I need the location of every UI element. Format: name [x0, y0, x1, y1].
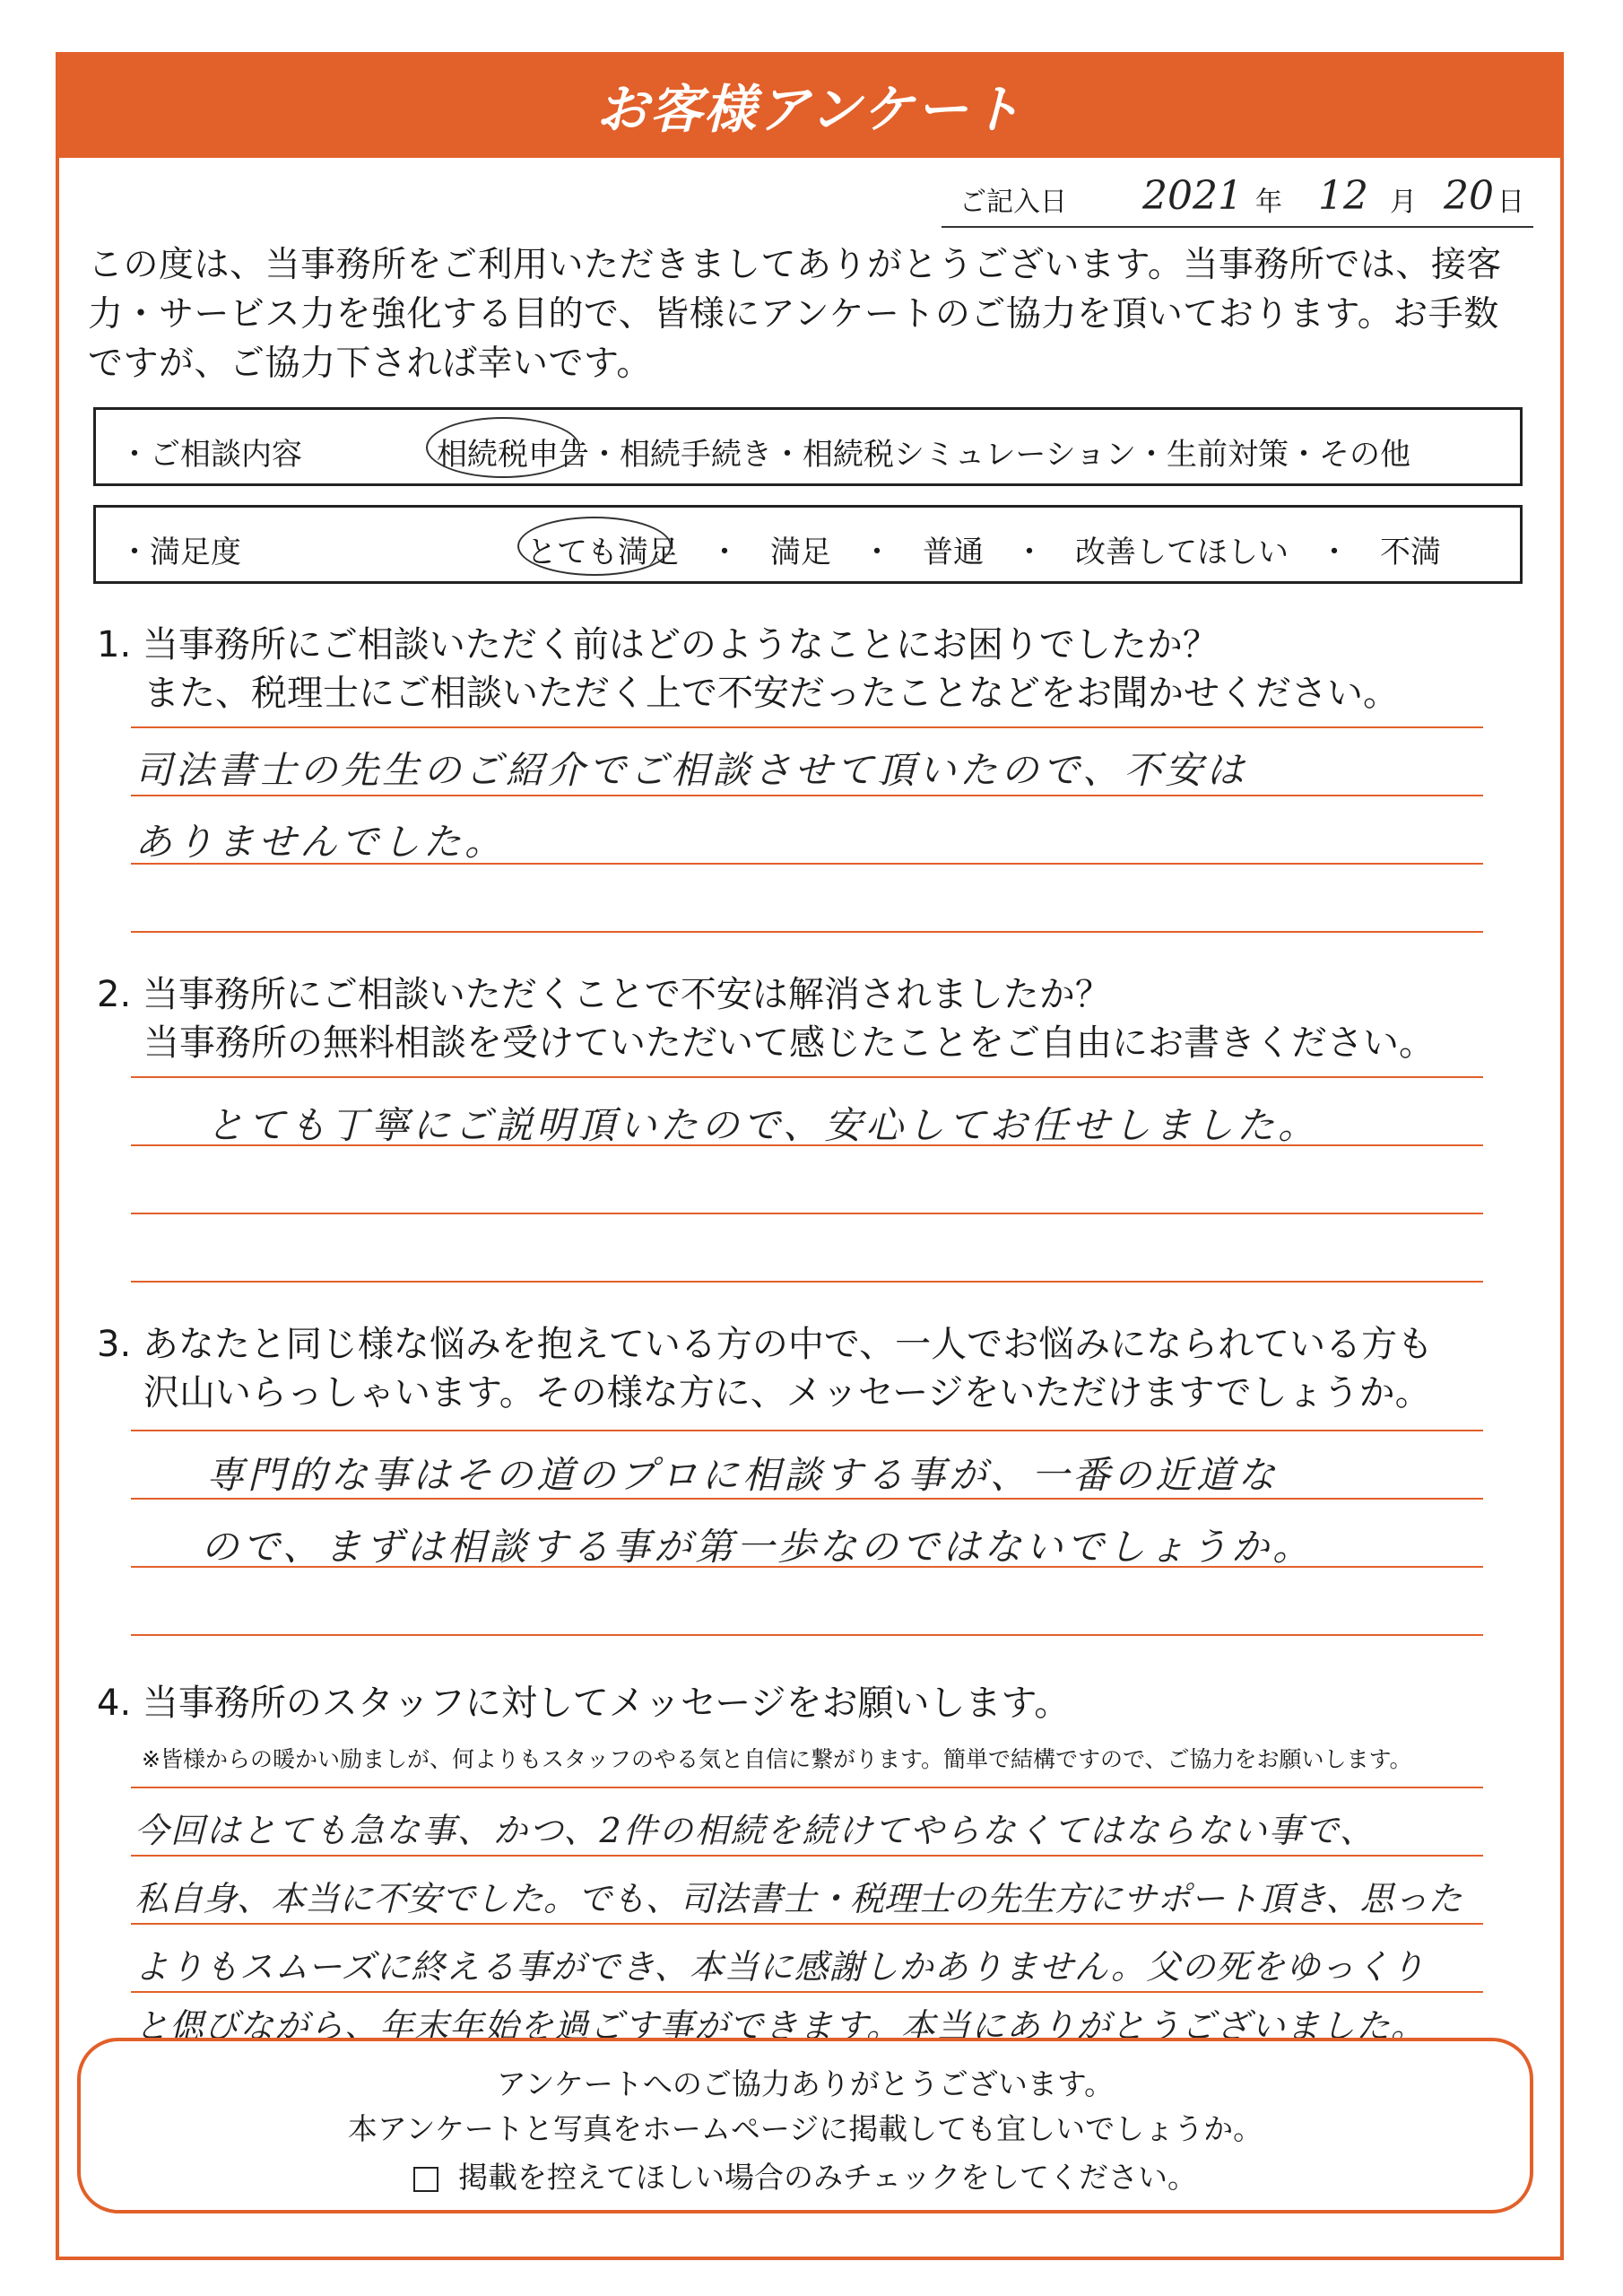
survey-title: お客様アンケート: [595, 79, 1024, 140]
answer-3-line: ので、まずは相談する事が第一歩なのではないでしょうか。: [201, 1525, 1315, 1569]
answer-4-line: 今回はとても急な事、かつ、2件の相続を続けてやらなくてはならない事で、: [135, 1811, 1376, 1850]
intro-line: ですが、ご協力下されば幸いです。: [88, 344, 652, 384]
answer-rule: [131, 931, 1483, 933]
answer-rule: [131, 795, 1483, 796]
date-year-unit: 年: [1255, 187, 1282, 218]
question-2: [97, 970, 1532, 1067]
consent-check-label: 掲載を控えてほしい場合のみチェックをしてください。: [457, 2160, 1197, 2195]
satisfaction-box[interactable]: [93, 505, 1523, 584]
survey-header: [56, 52, 1564, 158]
date-month-unit: 月: [1390, 187, 1417, 218]
intro-line: この度は、当事務所をご利用いただきましてありがとうございます。当事務所では、接客: [88, 245, 1502, 285]
consent-line: 本アンケートと写真をホームページに掲載しても宜しいでしょうか。: [347, 2111, 1263, 2146]
consultation-box[interactable]: [93, 407, 1523, 486]
answer-4-line: よりもスムーズに終える事ができ、本当に感謝しかありません。父の死をゆっくり: [135, 1947, 1426, 1987]
answer-rule: [131, 1991, 1483, 1993]
answer-rule: [131, 1430, 1483, 1431]
question-text: 当事務所の無料相談を受けていただいて感じたことをご自由にお書きください。: [143, 1022, 1435, 1064]
question-text: 沢山いらっしゃいます。その様な方に、メッセージをいただけますでしょうか。: [143, 1372, 1431, 1413]
intro-text: [88, 240, 1541, 388]
answer-rule: [131, 1634, 1483, 1636]
intro-line: 力・サービス力を強化する目的で、皆様にアンケートのご協力を頂いております。お手数: [88, 294, 1499, 335]
consent-check-row: [81, 2154, 1530, 2196]
selected-circle: [426, 417, 580, 478]
date-label: ご記入日: [959, 187, 1067, 218]
selected-circle: [517, 517, 672, 576]
answer-rule: [131, 1213, 1483, 1214]
answer-4-line: と偲びながら、年末年始を過ごす事ができます。本当にありがとうございました。: [135, 2006, 1426, 2046]
consent-line: アンケートへのご協力ありがとうございます。: [496, 2066, 1115, 2101]
date-year: 2021: [1142, 173, 1243, 219]
answer-3-line: 専門的な事はその道のプロに相談する事が、一番の近道な: [206, 1453, 1280, 1497]
question-text: 3. あなたと同じ様な悩みを抱えている方の中で、一人でお悩みになられている方も: [97, 1324, 1434, 1365]
answer-rule: [131, 1076, 1483, 1078]
answer-4-line: 私自身、本当に不安でした。でも、司法書士・税理士の先生方にサポート頂き、思った: [135, 1879, 1462, 1918]
answer-rule: [131, 1923, 1483, 1925]
date-day-unit: 日: [1497, 187, 1524, 218]
answer-rule: [131, 726, 1483, 728]
question-3: [97, 1320, 1532, 1417]
consent-box: [77, 2038, 1533, 2213]
answer-2-line: とても丁寧にご説明頂いたので、安心してお任せしました。: [206, 1103, 1320, 1147]
date-field[interactable]: [942, 170, 1533, 228]
satisfaction-options[interactable]: とても満足 ・ 満足 ・ 普通 ・ 改善してほしい ・ 不満: [526, 535, 1441, 570]
question-text: 1. 当事務所にご相談いただく前はどのようなことにお困りでしたか？: [97, 624, 1219, 665]
satisfaction-label: ・満足度: [119, 535, 241, 570]
question-1: [97, 621, 1532, 718]
date-month: 12: [1318, 173, 1368, 219]
answer-1-line: 司法書士の先生のご紹介でご相談させて頂いたので、不安は: [135, 748, 1248, 792]
question-4: [97, 1679, 1532, 1727]
date-day: 20: [1444, 173, 1494, 219]
publish-opt-out-checkbox[interactable]: [413, 2167, 438, 2192]
answer-1-line: ありませんでした。: [135, 820, 507, 864]
consultation-label: ・ご相談内容: [119, 437, 302, 473]
answer-rule: [131, 1855, 1483, 1857]
question-text: 2. 当事務所にご相談いただくことで不安は解消されましたか？: [97, 974, 1111, 1015]
answer-rule: [131, 1787, 1483, 1788]
question-text: 4. 当事務所のスタッフに対してメッセージをお願いします。: [97, 1683, 1071, 1724]
consultation-options[interactable]: 相続税申告・相続手続き・相続税シミュレーション・生前対策・その他: [437, 437, 1410, 473]
question-text: また、税理士にご相談いただく上で不安だったことなどをお聞かせください。: [143, 673, 1399, 714]
question-4-note: ※皆様からの暖かい励ましが、何よりもスタッフのやる気と自信に繋がります。簡単で結構ですので、ご協力をお願いします。: [142, 1746, 1412, 1772]
answer-rule: [131, 1281, 1483, 1283]
